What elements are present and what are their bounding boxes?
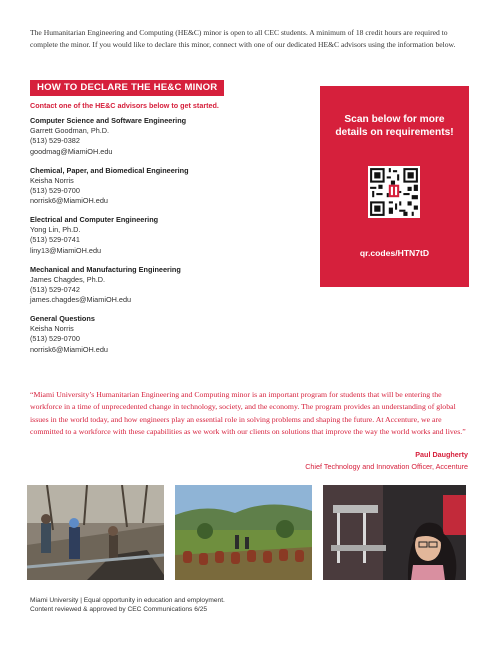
section-banner: HOW TO DECLARE THE HE&C MINOR — [30, 80, 224, 96]
advisor-group-cse — [30, 116, 300, 157]
advisor-list — [30, 116, 300, 364]
advisor-phone: (513) 529-0700 — [30, 185, 80, 195]
testimonial-quote: “Miami University’s Humanitarian Engineering and Computing minor is an important program for students that will be entering the workforce in a time of unprecedented change in technology, society, and the economy. The program provides an understanding of global issues in the world today, and how engineers play an essential role in solving problems and shaping the future. At Accenture, we are committed to a workforce with these capabilities as we work with our clients on solutions that improve the way the world works and lives.” — [30, 390, 466, 436]
advisor-email[interactable]: goodmag@MiamiOH.edu — [30, 146, 113, 156]
department-heading: Electrical and Computer Engineering — [30, 215, 159, 224]
department-heading: General Questions — [30, 314, 95, 323]
advisor-name: Keisha Norris — [30, 175, 74, 185]
advisor-phone: (513) 529-0382 — [30, 136, 80, 146]
intro-paragraph: The Humanitarian Engineering and Computing (HE&C) minor is open to all CEC students. A minimum of 18 credit hours are required to complete the minor. If you would like to declare this minor, connect with one of our dedicated HE&C advisors using the information below. — [30, 28, 456, 50]
advisor-email[interactable]: norrisk6@MiamiOH.edu — [30, 344, 108, 354]
advisor-group-mme — [30, 265, 300, 306]
footer-line-review: Content reviewed & approved by CEC Communications 6/25 — [30, 606, 208, 614]
qr-callout — [320, 86, 469, 287]
qr-code-graphic — [368, 166, 420, 218]
quote-author: Paul Daugherty — [415, 450, 468, 459]
quote-author-title: Chief Technology and Innovation Officer, Accenture — [305, 462, 468, 471]
qr-code-icon[interactable] — [368, 166, 420, 218]
photo-rural-landscape — [175, 485, 312, 580]
advisor-email[interactable]: liny13@MiamiOH.edu — [30, 245, 102, 255]
footer — [30, 596, 225, 614]
qr-link[interactable]: qr.codes/HTN7tD — [359, 248, 430, 258]
advisor-name: Keisha Norris — [30, 324, 74, 334]
advisor-name: Yong Lin, Ph.D. — [30, 225, 81, 235]
advisor-name: James Chagdes, Ph.D. — [30, 274, 106, 284]
advisor-group-general — [30, 314, 300, 355]
qr-heading: Scan below for more details on requirements! — [335, 114, 454, 138]
contact-prompt: Contact one of the HE&C advisors below to get started. — [30, 101, 219, 110]
advisor-group-ece — [30, 215, 300, 256]
photo-students-outdoors — [27, 485, 164, 580]
footer-line-eoe: Miami University | Equal opportunity in education and employment. — [30, 597, 225, 604]
department-heading: Computer Science and Software Engineering — [30, 116, 187, 125]
advisor-email[interactable]: norrisk6@MiamiOH.edu — [30, 196, 108, 206]
advisor-email[interactable]: james.chagdes@MiamiOH.edu — [30, 295, 132, 305]
advisor-group-cpb — [30, 166, 300, 207]
advisor-phone: (513) 529-0741 — [30, 235, 80, 245]
advisor-phone: (513) 529-0700 — [30, 334, 80, 344]
department-heading: Chemical, Paper, and Biomedical Engineering — [30, 165, 189, 175]
advisor-name: Garrett Goodman, Ph.D. — [30, 126, 110, 136]
photo-lab-student — [323, 485, 466, 580]
advisor-phone: (513) 529-0742 — [30, 284, 80, 294]
department-heading: Mechanical and Manufacturing Engineering — [30, 264, 181, 274]
